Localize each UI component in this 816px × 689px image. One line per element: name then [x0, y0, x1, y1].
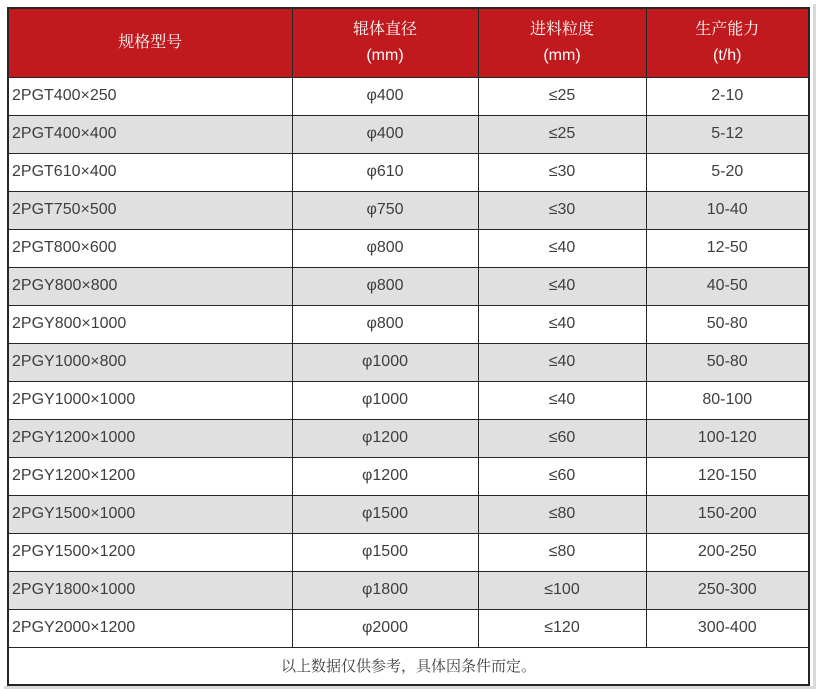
footnote-row — [8, 647, 809, 685]
table-row — [8, 191, 809, 229]
model-cell: 2PGT610×400 — [8, 153, 292, 191]
model-cell: 2PGY1800×1000 — [8, 571, 292, 609]
value-cell: ≤80 — [478, 533, 646, 571]
header-label-model: 规格型号 — [118, 33, 183, 51]
footnote-text: 以上数据仅供参考，具体因条件而定。 — [8, 647, 809, 685]
value-cell: φ2000 — [292, 609, 478, 647]
header-unit-capacity: (t/h) — [713, 46, 742, 64]
value-cell: 100-120 — [646, 419, 809, 457]
value-cell: 2-10 — [646, 77, 809, 115]
value-cell: ≤30 — [478, 153, 646, 191]
table-row — [8, 267, 809, 305]
value-cell: ≤40 — [478, 381, 646, 419]
value-cell: ≤60 — [478, 419, 646, 457]
value-cell: ≤40 — [478, 343, 646, 381]
value-cell: ≤40 — [478, 267, 646, 305]
value-cell: 5-20 — [646, 153, 809, 191]
table-row — [8, 153, 809, 191]
model-cell: 2PGY1200×1000 — [8, 419, 292, 457]
table-row — [8, 343, 809, 381]
model-cell: 2PGY1000×1000 — [8, 381, 292, 419]
value-cell: 120-150 — [646, 457, 809, 495]
model-cell: 2PGY1000×800 — [8, 343, 292, 381]
table-row — [8, 229, 809, 267]
model-cell: 2PGY1500×1200 — [8, 533, 292, 571]
value-cell: φ1500 — [292, 495, 478, 533]
model-cell: 2PGT750×500 — [8, 191, 292, 229]
model-cell: 2PGY1200×1200 — [8, 457, 292, 495]
model-cell: 2PGT400×250 — [8, 77, 292, 115]
value-cell: 50-80 — [646, 343, 809, 381]
table-row — [8, 533, 809, 571]
value-cell: 40-50 — [646, 267, 809, 305]
value-cell: φ800 — [292, 229, 478, 267]
value-cell: 12-50 — [646, 229, 809, 267]
value-cell: φ750 — [292, 191, 478, 229]
table-row — [8, 457, 809, 495]
value-cell: φ1200 — [292, 457, 478, 495]
value-cell: φ1800 — [292, 571, 478, 609]
value-cell: ≤40 — [478, 229, 646, 267]
spec-table-body — [8, 77, 809, 647]
model-cell: 2PGT400×400 — [8, 115, 292, 153]
table-row — [8, 305, 809, 343]
header-label-roller-diameter: 辊体直径 — [352, 20, 417, 38]
value-cell: ≤30 — [478, 191, 646, 229]
header-label-capacity: 生产能力 — [695, 20, 760, 38]
value-cell: φ400 — [292, 77, 478, 115]
header-row — [8, 8, 809, 77]
value-cell: 50-80 — [646, 305, 809, 343]
value-cell: φ1200 — [292, 419, 478, 457]
header-unit-feed-size: (mm) — [543, 46, 581, 64]
header-cell-capacity — [646, 8, 809, 77]
value-cell: φ610 — [292, 153, 478, 191]
value-cell: ≤100 — [478, 571, 646, 609]
table-row — [8, 571, 809, 609]
value-cell: ≤60 — [478, 457, 646, 495]
value-cell: 150-200 — [646, 495, 809, 533]
spec-table-footer — [8, 647, 809, 685]
value-cell: 250-300 — [646, 571, 809, 609]
value-cell: ≤40 — [478, 305, 646, 343]
table-row — [8, 381, 809, 419]
value-cell: φ1500 — [292, 533, 478, 571]
header-cell-roller-diameter — [292, 8, 478, 77]
spec-table — [7, 7, 810, 686]
header-unit-roller-diameter: (mm) — [366, 46, 404, 64]
header-label-feed-size: 进料粒度 — [529, 20, 594, 38]
table-row — [8, 495, 809, 533]
value-cell: φ1000 — [292, 343, 478, 381]
value-cell: ≤25 — [478, 115, 646, 153]
value-cell: 200-250 — [646, 533, 809, 571]
value-cell: φ1000 — [292, 381, 478, 419]
spec-table-header — [8, 8, 809, 77]
value-cell: 80-100 — [646, 381, 809, 419]
value-cell: 300-400 — [646, 609, 809, 647]
model-cell: 2PGY2000×1200 — [8, 609, 292, 647]
value-cell: ≤80 — [478, 495, 646, 533]
value-cell: 10-40 — [646, 191, 809, 229]
value-cell: ≤25 — [478, 77, 646, 115]
table-row — [8, 609, 809, 647]
model-cell: 2PGT800×600 — [8, 229, 292, 267]
model-cell: 2PGY800×800 — [8, 267, 292, 305]
header-cell-feed-size — [478, 8, 646, 77]
table-row — [8, 115, 809, 153]
table-row — [8, 77, 809, 115]
value-cell: 5-12 — [646, 115, 809, 153]
model-cell: 2PGY800×1000 — [8, 305, 292, 343]
table-row — [8, 419, 809, 457]
value-cell: φ400 — [292, 115, 478, 153]
model-cell: 2PGY1500×1000 — [8, 495, 292, 533]
value-cell: ≤120 — [478, 609, 646, 647]
value-cell: φ800 — [292, 267, 478, 305]
value-cell: φ800 — [292, 305, 478, 343]
header-cell-model — [8, 8, 292, 77]
